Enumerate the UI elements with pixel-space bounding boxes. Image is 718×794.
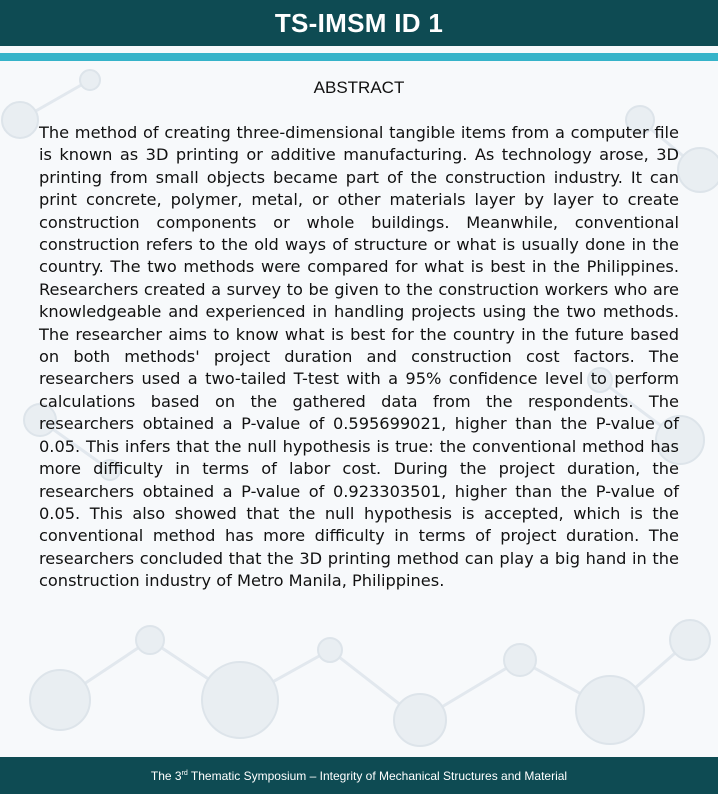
footer-suffix: Thematic Symposium – Integrity of Mechanical Structures and Material (187, 768, 568, 783)
abstract-body-text: The method of creating three-dimensional tangible items from a computer file is known as 3D printing or additive manufacturing. As technology arose, 3D printing from small objects became part of the construction industry. It can print concrete, polymer, metal, or other materials layer by layer to create construction components or whole buildings. Meanwhile, conventional construction refers to the old ways of structure or what is usually done in the country. The two methods were compared for what is best in the Philippines. Researchers created a survey to be given to the construction workers who are knowledgeable and experienced in handling projects using the two methods. The researcher aims to know what is best for the country in the future based on both methods' project duration and construction cost factors. The researchers used a two-tailed T-test with a 95% confidence level to perform calculations based on the gathered data from the respondents. The researchers obtained a P-value of 0.595699021, higher than the P-value of 0.05. This infers that the null hypothesis is true: the conventional method has more difficulty in terms of labor cost. During the project duration, the researchers obtained a P-value of 0.923303501, higher than the P-value of 0.05. This also showed that the null hypothesis is accepted, which is the conventional method has more difficulty in terms of project duration. The researchers concluded that the 3D printing method can play a big hand in the construction industry of Metro Manila, Philippines. (39, 123, 679, 591)
accent-stripe (0, 53, 718, 61)
footer-ordinal-suffix: rd (181, 769, 188, 777)
footer-bar (0, 757, 718, 794)
document-id-title: TS-IMSM ID 1 (274, 7, 444, 38)
abstract-heading: ABSTRACT (313, 78, 405, 97)
header-bar (0, 0, 718, 46)
footer-symposium-text (151, 769, 567, 783)
footer-prefix: The 3 (150, 768, 182, 783)
